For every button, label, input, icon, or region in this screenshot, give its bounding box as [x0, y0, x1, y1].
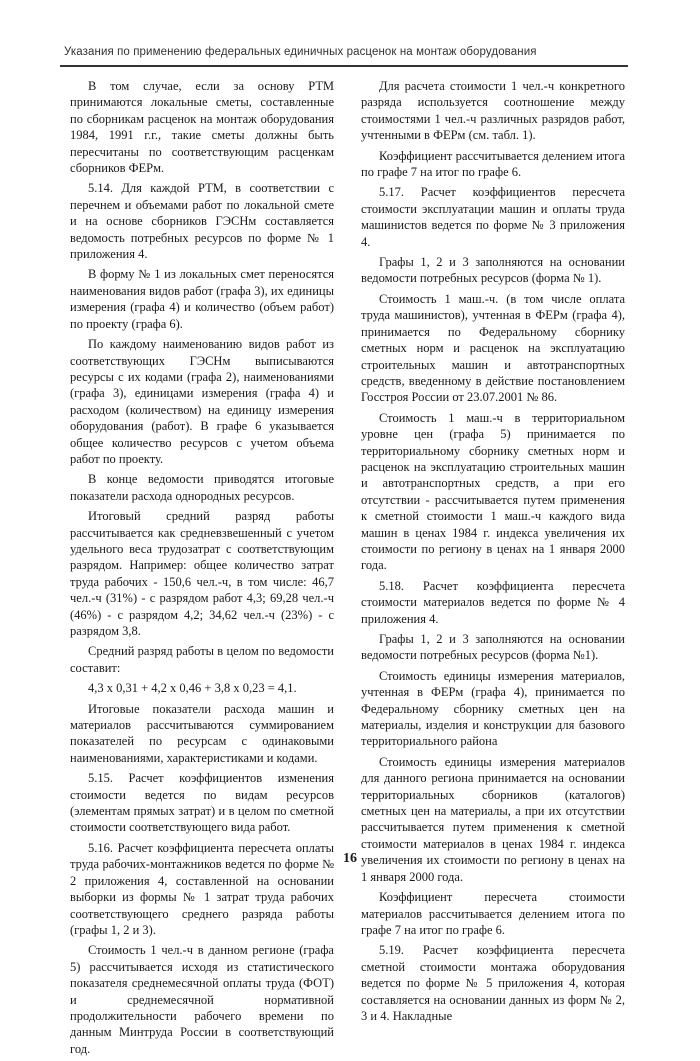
paragraph: Для расчета стоимости 1 чел.-ч конкретного разряда используется соотношение между стоимостями 1 чел.-ч различных разрядов работ, учтенными в ФЕРм (см. табл. 1). [361, 79, 625, 143]
paragraph: Коэффициент рассчитывается делением итога по графе 7 на итог по графе 6. [361, 148, 625, 180]
formula: 4,3 х 0,31 + 4,2 х 0,46 + 3,8 х 0,23 = 4,1. [88, 681, 297, 696]
paragraph: Стоимость единицы измерения материалов для данного региона принимается на основании территориальных сборников (каталогов) сметных цен на материалы, а при их отсутствии рассчитывается путем применения к сметной стоимости материалов в ценах 1984 г. индекса увеличения их стоимости по региону в ценах на 1 января 2000 года. [361, 754, 625, 884]
paragraph: В том случае, если за основу РТМ принимаются локальные сметы, составленные по сборникам расценок на монтаж оборудования 1984, 1991 г.г., такие сметы должны быть пересчитаны по соответствующим расценкам сборников ФЕРм. [70, 79, 334, 176]
paragraph: По каждому наименованию видов работ из соответствующих ГЭСНм выписываются ресурсы с их кодами (графа 2), наименованиями (графа 3), единицами измерения (графа 4) и расходом (количеством) на единицу измерения оборудования (работ). В графе 6 указывается общее количество ресурсов с учетом объема работ по проекту. [70, 337, 334, 466]
paragraph: 5.19. Расчет коэффициента пересчета сметной стоимости монтажа оборудования ведется по форме № 5 приложения 4, которая составляется на основании данных из форм № 2, 3 и 4. Накладные [361, 943, 625, 1023]
paragraph: В форму № 1 из локальных смет переносятся наименования видов работ (графа 3), их единицы измерения (графа 4) и количество (объем работ) по проекту (графа 6). [70, 267, 334, 331]
page-number: 16 [343, 851, 357, 866]
paragraph: 5.15. Расчет коэффициентов изменения стоимости ведется по видам ресурсов (элементам прямых затрат) и в целом по сметной стоимости соответствующего вида работ. [70, 771, 334, 835]
paragraph: Итоговые показатели расхода машин и материалов рассчитываются суммированием показателей по ресурсам с одинаковыми наименованиями, характеристиками и кодами. [70, 701, 334, 765]
paragraph: Средний разряд работы в целом по ведомости составит: [70, 644, 334, 675]
paragraph: Стоимость единицы измерения материалов, учтенная в ФЕРм (графа 4), принимается по Федеральному сборнику сметных цен на материалы, изделия и конструкции для базового территориального района [361, 668, 625, 749]
paragraph: В конце ведомости приводятся итоговые показатели расхода однородных ресурсов. [70, 472, 334, 503]
paragraph: 5.17. Расчет коэффициентов пересчета стоимости эксплуатации машин и оплаты труда машинистов ведется по форме № 3 приложения 4. [361, 185, 625, 249]
paragraph: 5.16. Расчет коэффициента пересчета оплаты труда рабочих-монтажников ведется по форме № 2 приложения 4, составленной на основании выборки из формы № 1 затрат труда рабочих соответствующего среднего разряда работы (графы 1, 2 и 3). [70, 840, 334, 937]
paragraph: Графы 1, 2 и 3 заполняются на основании ведомости потребных ресурсов (форма № 1). [361, 255, 625, 286]
right-column [361, 78, 625, 1028]
paragraph: 5.18. Расчет коэффициента пересчета стоимости материалов ведется по форме № 4 приложения 4. [361, 578, 625, 626]
left-column [70, 78, 334, 1061]
paragraph: 5.14. Для каждой РТМ, в соответствии с перечнем и объемами работ по локальной смете и на основе сборников ГЭСНм составляется ведомость потребных ресурсов по форме № 1 приложения 4. [70, 181, 334, 262]
paragraph: Стоимость 1 маш.-ч. (в том числе оплата труда машинистов), учтенная в ФЕРм (графа 4), принимается по Федеральному сборнику сметных норм и расценок на эксплуатацию строительных машин и автотранспортных средств, введенному в действие постановлением Госстроя России от 23.07.2001 № 86. [361, 291, 625, 405]
paragraph: Стоимость 1 чел.-ч в данном регионе (графа 5) рассчитывается исходя из статистического показателя среднемесячной оплаты труда (ФОТ) и среднемесячной нормативной продолжительности рабочего времени по данным Минтруда России в соответствующий год. [70, 943, 334, 1056]
header-rule [60, 65, 628, 67]
running-header: Указания по применению федеральных единичных расценок на монтаж оборудования [64, 46, 537, 58]
paragraph: Стоимость 1 маш.-ч в территориальном уровне цен (графа 5) принимается по территориальному сборнику сметных норм и расценок на эксплуатацию строительных машин и автотранспортных средств, а при его отсутствии - рассчитывается путем применения к сметной стоимости 1 маш.-ч каждого вида машин в ценах 1984 г. индекса увеличения их стоимости по региону в ценах на 1 января 2000 года. [361, 410, 625, 573]
paragraph: Графы 1, 2 и 3 заполняются на основании ведомости потребных ресурсов (форма №1). [361, 632, 625, 663]
paragraph: Коэффициент пересчета стоимости материалов рассчитывается делением итога по графе 7 на итог по графе 6. [361, 890, 625, 937]
paragraph: Итоговый средний разряд работы рассчитывается как средневзвешенный с учетом удельного веса трудозатрат с соответствующим разрядом. Например: общее количество затрат труда рабочих - 150,6 чел.-ч, в том числе: 46,7 чел.-ч (31%) - с разрядом работ 4,3; 69,28 чел.-ч (46%) - с разрядом 4,2; 34,62 чел.-ч (23%) - с разрядом 3,8. [70, 509, 334, 638]
